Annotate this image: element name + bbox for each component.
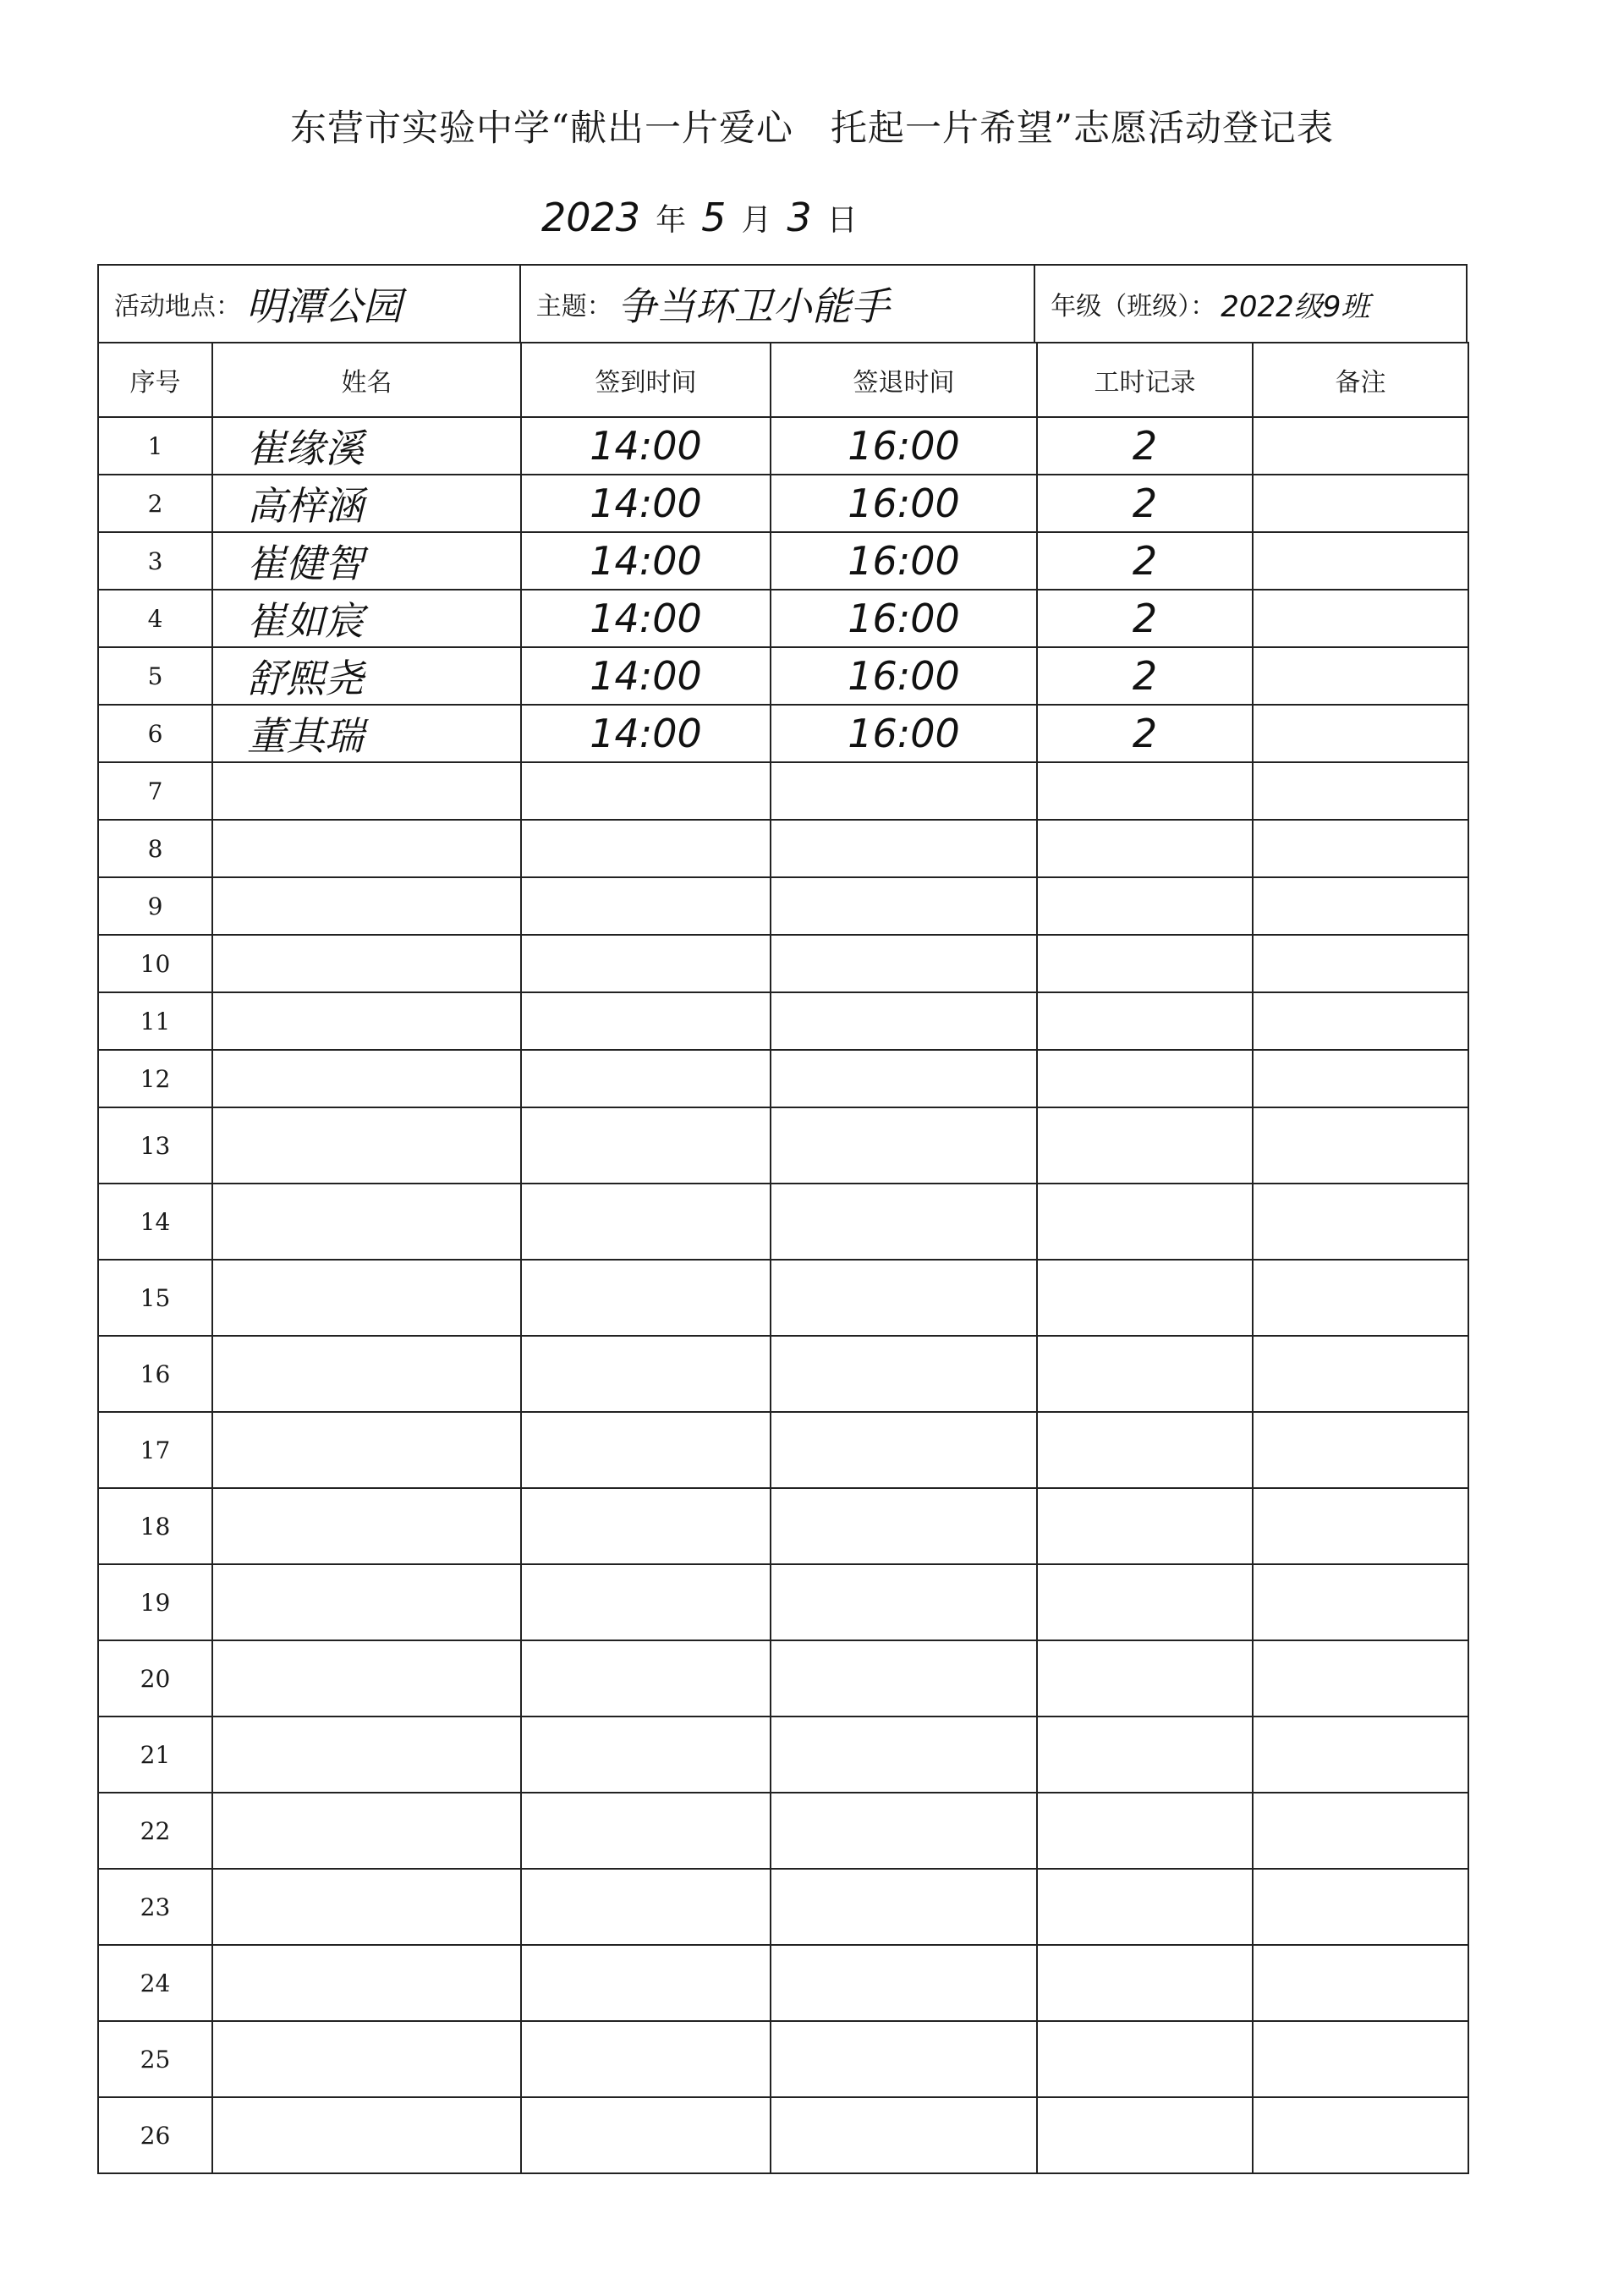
row-number-cell <box>98 1717 212 1793</box>
table-row <box>98 992 1468 1050</box>
row-sign-out-cell <box>771 1488 1037 1564</box>
col-header-name: 姓名 <box>212 343 521 417</box>
row-note-cell <box>1253 1336 1468 1412</box>
row-number: 11 <box>140 1007 171 1035</box>
row-number: 16 <box>140 1359 171 1388</box>
row-number: 26 <box>140 2121 171 2150</box>
row-sign-out-cell <box>771 1336 1037 1412</box>
date-month: 5 <box>701 195 727 240</box>
table-row <box>98 1184 1468 1260</box>
row-number-cell <box>98 417 212 475</box>
form-date <box>541 188 1015 247</box>
row-hours: 2 <box>1132 481 1158 526</box>
row-number-cell <box>98 877 212 935</box>
row-sign-in: 14:00 <box>590 711 702 756</box>
row-number: 17 <box>140 1436 171 1464</box>
row-number-cell <box>98 1336 212 1412</box>
row-name-cell <box>212 2021 521 2097</box>
row-number-cell <box>98 1412 212 1488</box>
row-hours-cell <box>1037 1488 1253 1564</box>
row-name-cell <box>212 1564 521 1640</box>
row-hours-cell <box>1037 1945 1253 2021</box>
col-header-hours: 工时记录 <box>1037 343 1253 417</box>
row-name-cell <box>212 1336 521 1412</box>
row-number: 10 <box>140 949 171 978</box>
row-name-cell <box>212 1945 521 2021</box>
row-number-cell <box>98 935 212 992</box>
row-hours-cell <box>1037 1640 1253 1717</box>
row-note-cell <box>1253 1260 1468 1336</box>
form-title: 东营市实验中学“献出一片爱心 托起一片希望”志愿活动登记表 <box>290 107 1334 150</box>
row-note-cell <box>1253 2097 1468 2173</box>
row-sign-in-cell <box>521 1793 771 1869</box>
row-sign-out: 16:00 <box>848 538 960 584</box>
table-row <box>98 1050 1468 1107</box>
row-note-cell <box>1253 877 1468 935</box>
theme-value: 争当环卫小能手 <box>617 283 890 329</box>
row-sign-out: 16:00 <box>848 653 960 699</box>
row-sign-in-cell <box>521 1717 771 1793</box>
row-sign-in-cell <box>521 877 771 935</box>
row-number-cell <box>98 2097 212 2173</box>
table-row <box>98 1564 1468 1640</box>
col-header-no: 序号 <box>98 343 212 417</box>
row-hours-cell <box>1037 820 1253 877</box>
row-note-cell <box>1253 1717 1468 1793</box>
row-hours-cell <box>1037 1412 1253 1488</box>
row-note-cell <box>1253 1869 1468 1945</box>
row-sign-out-cell <box>771 877 1037 935</box>
row-sign-out-cell <box>771 935 1037 992</box>
table-row <box>98 1412 1468 1488</box>
row-hours: 2 <box>1132 596 1158 641</box>
table-row <box>98 1488 1468 1564</box>
row-sign-out-cell <box>771 1945 1037 2021</box>
row-number-cell <box>98 590 212 647</box>
row-hours-cell <box>1037 1336 1253 1412</box>
row-hours: 2 <box>1132 653 1158 699</box>
row-hours-cell <box>1037 590 1253 647</box>
row-hours: 2 <box>1132 538 1158 584</box>
row-hours-cell <box>1037 877 1253 935</box>
row-sign-in: 14:00 <box>590 423 702 469</box>
row-sign-in-cell <box>521 1107 771 1184</box>
row-hours-cell <box>1037 1107 1253 1184</box>
row-number: 7 <box>147 777 163 805</box>
location-cell <box>99 266 521 342</box>
row-sign-out-cell <box>771 992 1037 1050</box>
table-row <box>98 1869 1468 1945</box>
grade-cell <box>1035 266 1466 342</box>
table-row <box>98 532 1468 590</box>
row-sign-in-cell <box>521 590 771 647</box>
row-note-cell <box>1253 820 1468 877</box>
row-number-cell <box>98 475 212 532</box>
row-sign-out-cell <box>771 1793 1037 1869</box>
registration-table <box>97 342 1469 2174</box>
row-hours: 2 <box>1132 711 1158 756</box>
row-name-cell <box>212 647 521 705</box>
row-hours: 2 <box>1132 423 1158 469</box>
row-number: 5 <box>147 662 163 690</box>
row-name: 舒熙尧 <box>247 656 364 701</box>
row-hours-cell <box>1037 762 1253 820</box>
row-number: 2 <box>147 489 163 518</box>
row-number-cell <box>98 1488 212 1564</box>
table-header-row <box>98 343 1468 417</box>
table-row <box>98 1945 1468 2021</box>
row-hours-cell <box>1037 1184 1253 1260</box>
row-name: 崔健智 <box>247 541 364 586</box>
row-number: 9 <box>147 892 163 920</box>
grade-label: 年级（班级）： <box>1051 292 1216 321</box>
row-number-cell <box>98 1793 212 1869</box>
row-sign-out: 16:00 <box>848 596 960 641</box>
row-sign-out: 16:00 <box>848 481 960 526</box>
row-number: 25 <box>140 2045 171 2074</box>
row-note-cell <box>1253 2021 1468 2097</box>
row-name-cell <box>212 532 521 590</box>
location-value: 明潭公园 <box>246 283 402 329</box>
row-note-cell <box>1253 1050 1468 1107</box>
row-sign-in-cell <box>521 705 771 762</box>
row-note-cell <box>1253 1412 1468 1488</box>
theme-cell <box>521 266 1035 342</box>
row-number-cell <box>98 820 212 877</box>
row-sign-out-cell <box>771 1260 1037 1336</box>
row-name-cell <box>212 935 521 992</box>
table-row <box>98 705 1468 762</box>
row-sign-in: 14:00 <box>590 538 702 584</box>
row-name: 董其瑞 <box>247 713 364 759</box>
row-name-cell <box>212 417 521 475</box>
location-label: 活动地点： <box>114 292 241 321</box>
row-name-cell <box>212 1869 521 1945</box>
row-number-cell <box>98 647 212 705</box>
table-row <box>98 475 1468 532</box>
table-row <box>98 1336 1468 1412</box>
row-sign-in-cell <box>521 1260 771 1336</box>
row-sign-in-cell <box>521 1050 771 1107</box>
table-row <box>98 1107 1468 1184</box>
row-name: 崔如宸 <box>247 598 364 644</box>
row-sign-out-cell <box>771 1184 1037 1260</box>
row-number: 12 <box>140 1064 171 1093</box>
table-row <box>98 762 1468 820</box>
table-row <box>98 590 1468 647</box>
table-row <box>98 1260 1468 1336</box>
theme-label: 主题： <box>535 292 612 321</box>
row-name-cell <box>212 1184 521 1260</box>
row-sign-in-cell <box>521 417 771 475</box>
date-day-unit: 日 <box>826 202 858 238</box>
row-note-cell <box>1253 1564 1468 1640</box>
row-number: 8 <box>147 834 163 863</box>
row-sign-in: 14:00 <box>590 596 702 641</box>
col-header-sign-out: 签退时间 <box>771 343 1037 417</box>
row-sign-in-cell <box>521 762 771 820</box>
row-hours-cell <box>1037 1793 1253 1869</box>
date-year-unit: 年 <box>656 202 687 238</box>
row-sign-out-cell <box>771 705 1037 762</box>
row-sign-in-cell <box>521 1640 771 1717</box>
row-name-cell <box>212 1793 521 1869</box>
row-name-cell <box>212 1488 521 1564</box>
row-sign-out-cell <box>771 1412 1037 1488</box>
row-hours-cell <box>1037 475 1253 532</box>
row-sign-in-cell <box>521 935 771 992</box>
row-hours-cell <box>1037 532 1253 590</box>
row-name-cell <box>212 1260 521 1336</box>
row-number-cell <box>98 1869 212 1945</box>
row-hours-cell <box>1037 1050 1253 1107</box>
row-name-cell <box>212 1050 521 1107</box>
row-number: 3 <box>147 547 163 575</box>
row-note-cell <box>1253 532 1468 590</box>
row-sign-out-cell <box>771 762 1037 820</box>
row-note-cell <box>1253 590 1468 647</box>
row-name: 高梓涵 <box>247 483 364 529</box>
row-sign-out-cell <box>771 1717 1037 1793</box>
row-number: 18 <box>140 1512 171 1541</box>
row-sign-out: 16:00 <box>848 423 960 469</box>
row-sign-in: 14:00 <box>590 653 702 699</box>
row-number-cell <box>98 1640 212 1717</box>
table-row <box>98 417 1468 475</box>
row-number: 14 <box>140 1207 171 1236</box>
row-hours-cell <box>1037 705 1253 762</box>
row-hours-cell <box>1037 2097 1253 2173</box>
row-hours-cell <box>1037 1717 1253 1793</box>
row-note-cell <box>1253 762 1468 820</box>
row-name-cell <box>212 1640 521 1717</box>
row-sign-in-cell <box>521 1184 771 1260</box>
row-number: 24 <box>140 1969 171 1997</box>
row-sign-in: 14:00 <box>590 481 702 526</box>
row-name-cell <box>212 1412 521 1488</box>
row-sign-out-cell <box>771 532 1037 590</box>
row-number: 6 <box>147 719 163 748</box>
table-row <box>98 1640 1468 1717</box>
row-sign-in-cell <box>521 1564 771 1640</box>
row-number: 15 <box>140 1283 171 1312</box>
row-number: 1 <box>147 431 163 460</box>
row-name-cell <box>212 762 521 820</box>
row-note-cell <box>1253 417 1468 475</box>
activity-info-row <box>97 264 1468 342</box>
row-sign-in-cell <box>521 475 771 532</box>
row-sign-in-cell <box>521 2097 771 2173</box>
table-row <box>98 2021 1468 2097</box>
row-hours-cell <box>1037 1869 1253 1945</box>
row-sign-in-cell <box>521 1869 771 1945</box>
col-header-note: 备注 <box>1253 343 1468 417</box>
row-name-cell <box>212 2097 521 2173</box>
row-sign-in-cell <box>521 1412 771 1488</box>
row-sign-in-cell <box>521 532 771 590</box>
row-name-cell <box>212 1107 521 1184</box>
row-number: 19 <box>140 1588 171 1617</box>
table-row <box>98 647 1468 705</box>
row-sign-out-cell <box>771 1107 1037 1184</box>
row-note-cell <box>1253 992 1468 1050</box>
row-sign-out-cell <box>771 647 1037 705</box>
col-header-sign-in: 签到时间 <box>521 343 771 417</box>
row-hours-cell <box>1037 992 1253 1050</box>
row-number-cell <box>98 532 212 590</box>
row-sign-out-cell <box>771 417 1037 475</box>
row-note-cell <box>1253 647 1468 705</box>
row-hours-cell <box>1037 1260 1253 1336</box>
table-row <box>98 2097 1468 2173</box>
row-name-cell <box>212 820 521 877</box>
row-name-cell <box>212 475 521 532</box>
row-note-cell <box>1253 1945 1468 2021</box>
row-sign-in-cell <box>521 992 771 1050</box>
row-note-cell <box>1253 475 1468 532</box>
row-name-cell <box>212 992 521 1050</box>
date-day: 3 <box>787 195 812 240</box>
row-note-cell <box>1253 935 1468 992</box>
table-row <box>98 1793 1468 1869</box>
table-row <box>98 1717 1468 1793</box>
row-number: 4 <box>147 604 163 633</box>
row-hours-cell <box>1037 935 1253 992</box>
date-year: 2023 <box>541 195 641 240</box>
row-sign-out-cell <box>771 1564 1037 1640</box>
row-sign-out-cell <box>771 590 1037 647</box>
row-sign-out-cell <box>771 820 1037 877</box>
row-number-cell <box>98 1564 212 1640</box>
row-number-cell <box>98 992 212 1050</box>
row-hours-cell <box>1037 417 1253 475</box>
row-sign-in-cell <box>521 1945 771 2021</box>
row-sign-out-cell <box>771 2021 1037 2097</box>
row-number-cell <box>98 1260 212 1336</box>
row-number-cell <box>98 705 212 762</box>
row-name-cell <box>212 877 521 935</box>
row-sign-out-cell <box>771 475 1037 532</box>
row-hours-cell <box>1037 2021 1253 2097</box>
date-month-unit: 月 <box>741 202 772 238</box>
row-number-cell <box>98 2021 212 2097</box>
row-number-cell <box>98 762 212 820</box>
row-sign-out-cell <box>771 1050 1037 1107</box>
row-hours-cell <box>1037 1564 1253 1640</box>
row-sign-in-cell <box>521 820 771 877</box>
row-number-cell <box>98 1184 212 1260</box>
row-sign-in-cell <box>521 647 771 705</box>
row-sign-out-cell <box>771 1640 1037 1717</box>
row-sign-in-cell <box>521 2021 771 2097</box>
row-sign-out-cell <box>771 2097 1037 2173</box>
row-sign-in-cell <box>521 1336 771 1412</box>
row-number: 23 <box>140 1892 171 1921</box>
table-row <box>98 877 1468 935</box>
row-number: 21 <box>140 1740 171 1769</box>
row-hours-cell <box>1037 647 1253 705</box>
row-sign-out-cell <box>771 1869 1037 1945</box>
row-number-cell <box>98 1107 212 1184</box>
row-sign-out: 16:00 <box>848 711 960 756</box>
row-name: 崔缘溪 <box>247 426 364 471</box>
row-name-cell <box>212 590 521 647</box>
row-note-cell <box>1253 1107 1468 1184</box>
row-number-cell <box>98 1945 212 2021</box>
row-name-cell <box>212 1717 521 1793</box>
row-number: 13 <box>140 1131 171 1160</box>
row-sign-in-cell <box>521 1488 771 1564</box>
row-number: 22 <box>140 1816 171 1845</box>
row-note-cell <box>1253 705 1468 762</box>
grade-value: 2022级9班 <box>1221 289 1370 324</box>
table-row <box>98 935 1468 992</box>
row-number-cell <box>98 1050 212 1107</box>
row-note-cell <box>1253 1640 1468 1717</box>
row-note-cell <box>1253 1488 1468 1564</box>
row-name-cell <box>212 705 521 762</box>
row-number: 20 <box>140 1664 171 1693</box>
table-row <box>98 820 1468 877</box>
row-note-cell <box>1253 1184 1468 1260</box>
row-note-cell <box>1253 1793 1468 1869</box>
